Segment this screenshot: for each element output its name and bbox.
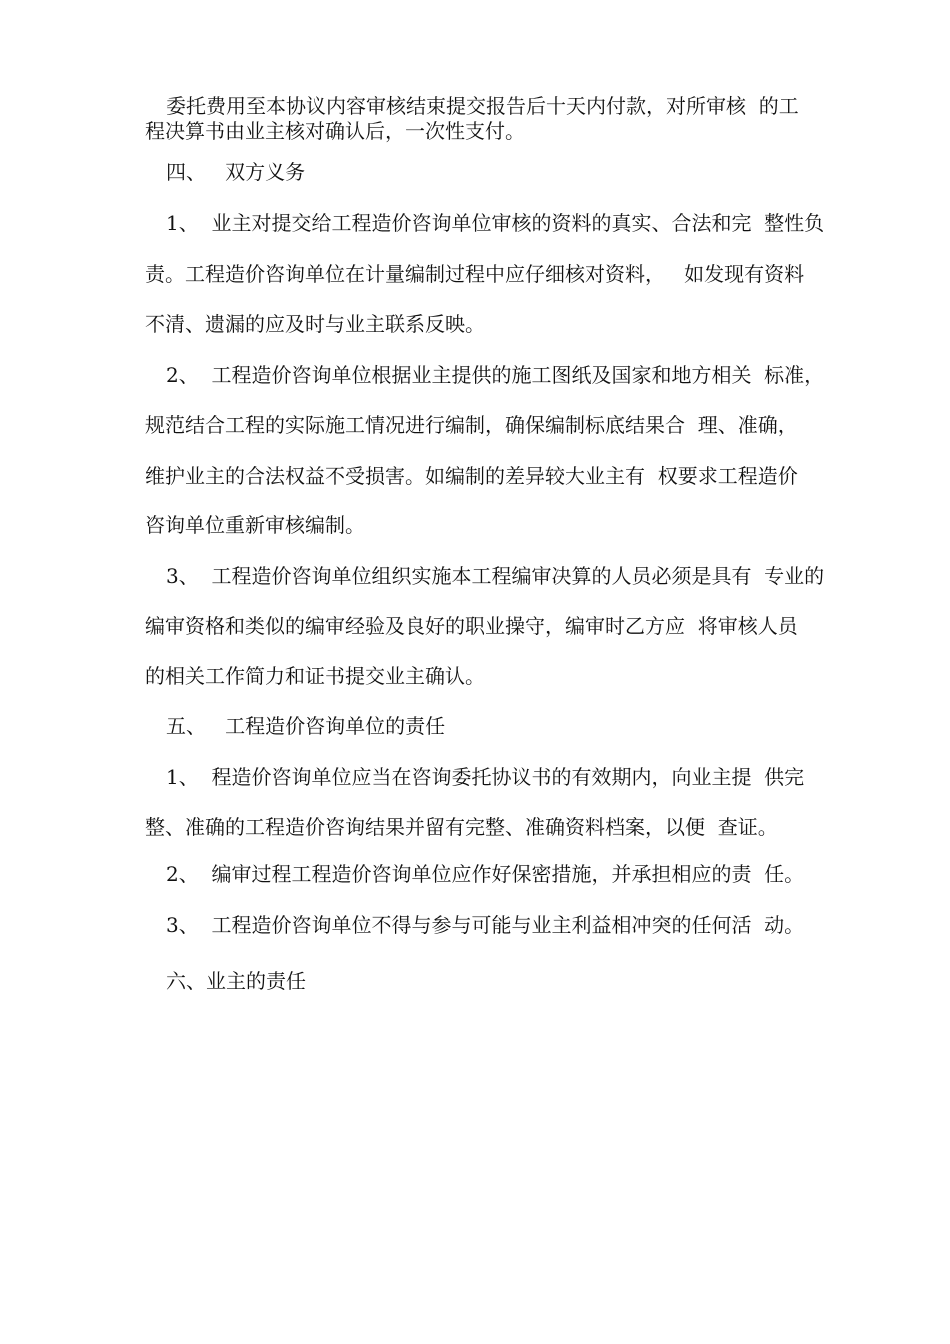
clause-4-1-line-3: 不清、遗漏的应及时与业主联系反映。: [145, 312, 485, 336]
paragraph-payment-line-2: 程决算书由业主核对确认后，一次性支付。: [145, 119, 525, 143]
clause-5-3: 3、 工程造价咨询单位不得与参与可能与业主利益相冲突的任何活 动。: [166, 913, 805, 937]
clause-5-1-line-1: 1、 程造价咨询单位应当在咨询委托协议书的有效期内，向业主提 供完: [166, 765, 805, 789]
clause-4-2-line-4: 咨询单位重新审核编制。: [145, 513, 365, 537]
section-heading-5: 五、 工程造价咨询单位的责任: [166, 714, 446, 738]
clause-4-2-line-3: 维护业主的合法权益不受损害。如编制的差异较大业主有 权要求工程造价: [145, 464, 798, 488]
clause-4-3-line-3: 的相关工作简力和证书提交业主确认。: [145, 664, 485, 688]
clause-4-1-line-1: 1、 业主对提交给工程造价咨询单位审核的资料的真实、合法和完 整性负: [166, 211, 825, 235]
clause-4-2-line-2: 规范结合工程的实际施工情况进行编制，确保编制标底结果合 理、准确，: [145, 413, 798, 437]
section-heading-4: 四、 双方义务: [166, 160, 306, 184]
clause-5-1-line-2: 整、准确的工程造价咨询结果并留有完整、准确资料档案，以便 查证。: [145, 815, 778, 839]
paragraph-payment-line-1: 委托费用至本协议内容审核结束提交报告后十天内付款，对所审核 的工: [166, 94, 799, 118]
clause-4-1-line-2: 责。工程造价咨询单位在计量编制过程中应仔细核对资料， 如发现有资料: [145, 262, 805, 286]
section-heading-6: 六、业主的责任: [166, 969, 306, 993]
clause-5-2: 2、 编审过程工程造价咨询单位应作好保密措施，并承担相应的责 任。: [166, 862, 805, 886]
clause-4-3-line-2: 编审资格和类似的编审经验及良好的职业操守，编审时乙方应 将审核人员: [145, 614, 798, 638]
clause-4-2-line-1: 2、 工程造价咨询单位根据业主提供的施工图纸及国家和地方相关 标准，: [166, 363, 825, 387]
clause-4-3-line-1: 3、 工程造价咨询单位组织实施本工程编审决算的人员必须是具有 专业的: [166, 564, 825, 588]
